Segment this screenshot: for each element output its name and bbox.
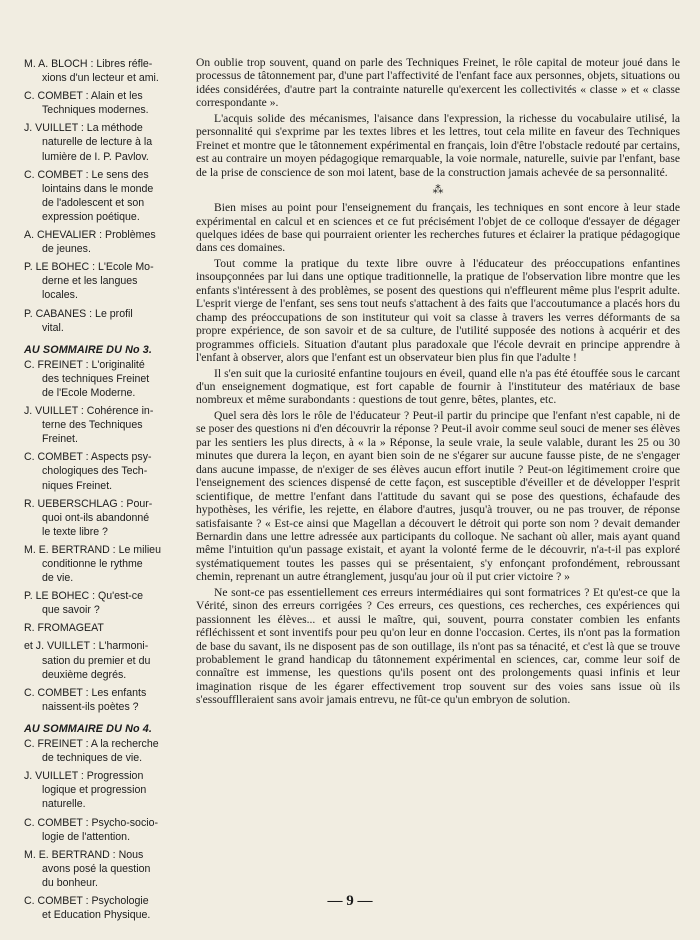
summary-entry-line: le texte libre ? — [42, 525, 108, 538]
summary-entry — [24, 358, 184, 400]
article-paragraph: Bien mises au point pour l'enseignement du français, les techniques en sont encore à leur stade expérimental en calcul et en sciences et ce fut précisément l'objet de ce colloque d'essayer de dégager quelques idées de base qui pourraient orienter les recherches futures et éclairer la pratique pédagogique dans ces domaines. — [196, 201, 680, 255]
summary-entry — [24, 589, 184, 617]
summary-entry-line: et Education Physique. — [42, 909, 151, 922]
summary-entry-line: conditionne le rythme — [42, 558, 143, 570]
summary-list-issue-3 — [24, 358, 184, 714]
summary-entry — [24, 450, 184, 492]
summary-entry-line: logique et progression — [42, 784, 147, 797]
article-paragraph: On oublie trop souvent, quand on parle des Techniques Freinet, le rôle capital de moteur joué dans le processus de tâtonnement par, d'une part l'affectivité de l'enfant face aux personnes, objets, situations ou idées considérées, d'autre part la contrainte naturelle qu'exercent les collectivités « classe » et « classe correspondante ». — [196, 56, 680, 110]
summary-entry-line: de techniques de vie. — [42, 752, 143, 765]
summary-entry-line: logie de l'attention. — [42, 830, 131, 843]
summary-entry-line: A. CHEVALIER : Problèmes — [24, 229, 156, 242]
summary-entry — [24, 816, 184, 844]
summary-entry-line: niques Freinet. — [42, 479, 113, 492]
summary-entry-line: M. E. BERTRAND : Le milieu — [24, 543, 161, 556]
summary-entry-line: chologiques des Tech- — [42, 465, 148, 478]
summary-entry-line: avons posé la question — [42, 862, 151, 875]
summary-entry-line: C. COMBET : Alain et les — [24, 90, 143, 103]
summary-entry-line: locales. — [42, 289, 78, 302]
summary-entry — [24, 737, 184, 765]
section-separator: ⁂ — [432, 184, 444, 197]
summary-entry-line: naissent-ils poètes ? — [42, 700, 139, 713]
summary-entry-line: C. COMBET : Le sens des — [24, 168, 149, 181]
summary-entry-line: que savoir ? — [42, 604, 100, 617]
article-paragraph: Ne sont-ce pas essentiellement ces erreurs intermédiaires qui sont formatrices ? Et qu'est-ce que la Vérité, sinon des erreurs corrigées ? Ces erreurs, ces questions, ces recherches, ces expériences qui passionnent les élèves... et aussi le maître, qui, souvent, pourra constater combien les enfants réfléchissent et sont inventifs pour peu qu'on leur en donne l'occasion. Certes, ils n'ont pas la formation de base du savant, ils ne disposent pas de son outillage, ils n'ont pas sa ténacité, et c'est là que se trouve probablement le grand handicap du tâtonnement expérimental en sciences, car, comme leur soif de connaître est immense, les questions qu'ils posent ont des prolongements quasi infinis et leur imagination risque de les égarer effectivement trop souvent sur des voies sans issue où ils s'essoufflleraient sans avoir jamais entrevu, ne fût-ce qu'un embryon de solution. — [196, 585, 680, 707]
summary-entry-line: de l'adolescent et son — [42, 196, 145, 209]
summary-entry-line: vital. — [42, 321, 64, 334]
summary-entry-line: de l'Ecole Moderne. — [42, 386, 136, 399]
summary-entry-line: C. COMBET : Les enfants — [24, 686, 147, 699]
summary-entry-line: J. VUILLET : Cohérence in- — [24, 405, 154, 418]
summary-entry-line: du bonheur. — [42, 876, 98, 889]
summary-entry-line: R. UEBERSCHLAG : Pour- — [24, 497, 153, 510]
summary-entry-line: M. E. BERTRAND : Nous — [24, 848, 144, 861]
summary-entry — [24, 404, 184, 446]
article-paragraph: Tout comme la pratique du texte libre ouvre à l'éducateur des préoccupations enfantines insoupçonnées par lui dans une optique traditionnelle, la pratique de l'observation libre montre que les enfants s'intéressent à des problèmes, se posent des questions qui n'effleurent même plus l'esprit adulte. L'esprit vierge de l'enfant, ses sens tout neufs s'attachent à des faits que l'accoutumance a placés hors du champ des préoccupations de son instituteur qui voit sa classe à travers les verres déformants de sa propre expérience, de son savoir et de sa culture, de l'utilité supposée des notions à acquérir et des programmes officiels. Situation d'autant plus paradoxale que l'école devrait en principe apprendre à l'enfant à observer, alors que l'enfant est un observateur bien plus fin que l'adulte ! — [196, 256, 680, 365]
summary-entry-line: derne et les langues — [42, 275, 138, 288]
summary-entry-line: quoi ont-ils abandonné — [42, 511, 150, 524]
summary-list-previous — [24, 57, 184, 335]
summary-entry-line: de vie. — [42, 572, 74, 585]
summary-entry-line: P. CABANES : Le profil — [24, 307, 133, 320]
summary-entry-line: Freinet. — [42, 433, 78, 446]
summary-entry-line: P. LE BOHEC : L'Ecole Mo- — [24, 261, 154, 274]
summary-entry — [24, 228, 184, 256]
summary-entry — [24, 497, 184, 539]
summary-entry-line: J. VUILLET : Progression — [24, 770, 144, 783]
article-body — [196, 56, 680, 709]
summary-heading-issue-3: AU SOMMAIRE DU No 3. — [24, 343, 152, 356]
summary-heading-issue-4: AU SOMMAIRE DU No 4. — [24, 722, 152, 735]
summary-entry-line: R. FROMAGEAT — [24, 622, 104, 635]
summary-entry-line: C. COMBET : Psychologie — [24, 894, 149, 907]
summary-entry — [24, 639, 184, 681]
summary-entry — [24, 260, 184, 302]
summary-entry-line: de jeunes. — [42, 243, 91, 256]
summary-entry-line: P. LE BOHEC : Qu'est-ce — [24, 590, 143, 603]
summary-entry-line: Techniques modernes. — [42, 104, 149, 117]
summary-entry-line: J. VUILLET : La méthode — [24, 122, 143, 135]
summary-entry — [24, 307, 184, 335]
summary-entry-line: C. COMBET : Psycho-socio- — [24, 816, 159, 829]
summary-entry — [24, 168, 184, 224]
summary-entry-line: expression poétique. — [42, 210, 140, 223]
summary-entry — [24, 543, 184, 585]
summary-entry — [24, 621, 184, 635]
article-paragraph: L'acquis solide des mécanismes, l'aisance dans l'expression, la richesse du vocabulaire utilisé, la personnalité qui s'exprime par les textes libres et les lettres, tout cela milite en faveur des Techniques Freinet et montre que le tâtonnement expérimental en français, loin d'être l'obstacle redouté par certains, est au contraire un moyen pédagogique remarquable, la voie normale, naturelle, suivie par l'enfant, base de la prise de conscience de son moi latent, base de la construction jamais achevée de sa personnalité. — [196, 111, 680, 179]
summary-entry — [24, 686, 184, 714]
summary-entry-line: lointains dans le monde — [42, 182, 154, 195]
summary-entry-line: lumière de I. P. Pavlov. — [42, 150, 149, 163]
summary-entry-line: xions d'un lecteur et ami. — [42, 72, 159, 85]
summary-entry-line: terne des Techniques — [42, 419, 143, 432]
summary-column — [24, 57, 184, 926]
article-paragraph: Quel sera dès lors le rôle de l'éducateur ? Peut-il partir du principe que l'enfant n'est capable, ni de se poser des questions ni d'en découvrir la réponse ? Peut-il avoir comme seul souci de mener ses élèves par les sentiers les plus directs, à « la » Réponse, la seule vraie, la seule valable, durant les 25 ou 30 minutes que durera la leçon, en ayant bien soin de ne s'égarer sur aucune fausse piste, de ne s'engager dans aucune impasse, de n'exiger de ses élèves aucun effort inutile ? Peut-on légitimement croire que l'enseignement des sciences dispensé de cette façon, est susceptible d'éveiller et de développer l'esprit scientifique, de mettre l'enfant dans l'attitude du savant qui se pose des questions, échafaude des hypothèses, les vérifie, les rejette, en élabore d'autres, jusqu'à trouver, ou ne pas trouver, de réponse satisfaisante ? « Est-ce ainsi que Magellan a découvert le détroit qui porte son nom ? devait demander Bernardin dans une lettre adressée aux participants du colloque. Ne sachant où aller, mais ayant quand même l'intuition qu'un passage existait, et ayant la volonté ferme de le découvrir, n'a-t-il pas exploré systématiquement toutes les passes qui se présentaient, s'y enfonçant profondément, rebroussant chemin, reprenant un autre étranglement, jusqu'au jour où il put crier victoire ? » — [196, 408, 680, 584]
summary-entry-line: M. A. BLOCH : Libres réfle- — [24, 58, 153, 70]
summary-entry-line: et J. VUILLET : L'harmoni- — [24, 640, 149, 653]
summary-entry-line: naturelle. — [42, 798, 86, 811]
summary-entry — [24, 769, 184, 811]
summary-entry-line: C. FREINET : L'originalité — [24, 358, 145, 371]
summary-entry — [24, 89, 184, 117]
summary-entry-line: C. FREINET : A la recherche — [24, 738, 159, 751]
summary-entry-line: C. COMBET : Aspects psy- — [24, 451, 152, 464]
summary-entry-line: des techniques Freinet — [42, 372, 150, 385]
summary-entry-line: deuxième degrés. — [42, 668, 127, 681]
article-paragraph: Il s'en suit que la curiosité enfantine toujours en éveil, quand elle n'a pas été étouffée sous le carcant d'un enseignement dogmatique, est fort capable de fournir à l'instituteur des matériaux de base nombreux et même surabondants : questions de tout genre, bêtes, plantes, etc. — [196, 366, 680, 407]
page-number: — 9 — — [327, 893, 373, 909]
summary-entry — [24, 57, 184, 85]
summary-entry-line: naturelle de lecture à la — [42, 136, 153, 149]
summary-entry — [24, 121, 184, 163]
summary-entry-line: sation du premier et du — [42, 654, 151, 667]
summary-entry — [24, 848, 184, 890]
